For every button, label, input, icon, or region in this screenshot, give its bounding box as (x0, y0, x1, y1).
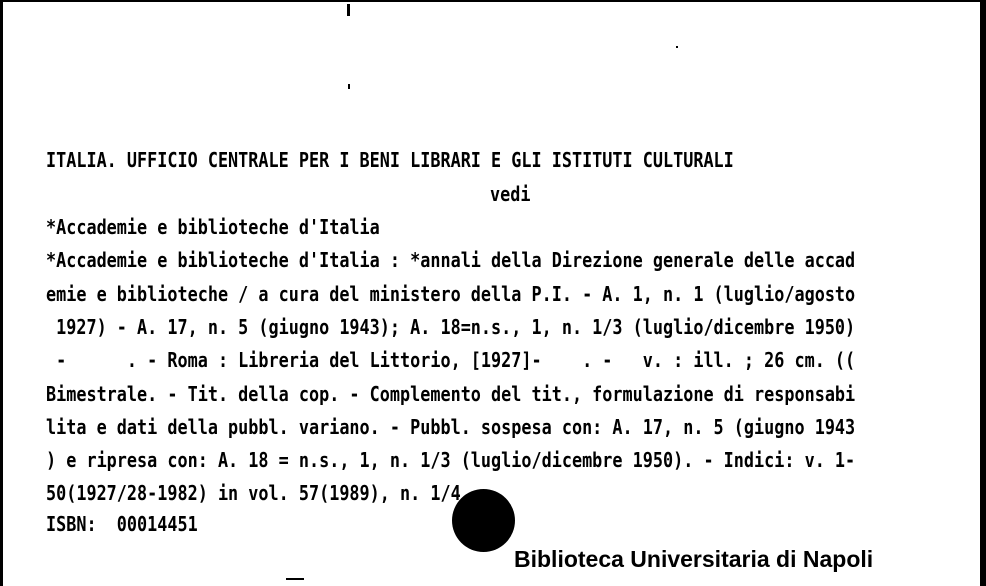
card-left-edge (0, 0, 3, 586)
entry-line: 50(1927/28-1982) in vol. 57(1989), n. 1/4 (46, 481, 461, 505)
entry-line: lita e dati della pubbl. variano. - Pubbl. sospesa con: A. 17, n. 5 (giugno 1943 (46, 415, 856, 439)
card-heading: ITALIA. UFFICIO CENTRALE PER I BENI LIBRARI E GLI ISTITUTI CULTURALI (46, 148, 734, 172)
isbn-line: ISBN: 00014451 (46, 512, 198, 536)
scan-speck (347, 4, 350, 16)
card-right-edge (980, 0, 986, 586)
punch-hole (452, 489, 515, 552)
card-top-edge (0, 0, 986, 2)
scan-speck (348, 84, 350, 89)
see-reference: *Accademie e biblioteche d'Italia (46, 215, 380, 239)
entry-line: 1927) - A. 17, n. 5 (giugno 1943); A. 18=n.s., 1, n. 1/3 (luglio/dicembre 1950) (46, 315, 856, 339)
entry-line: emie e biblioteche / a cura del ministero della P.I. - A. 1, n. 1 (luglio/agosto (46, 282, 856, 306)
entry-line: Bimestrale. - Tit. della cop. - Complemento del tit., formulazione di responsabi (46, 382, 856, 406)
library-stamp: Biblioteca Universitaria di Napoli (514, 546, 874, 572)
scan-speck (676, 46, 678, 48)
entry-line: *Accademie e biblioteche d'Italia : *annali della Direzione generale delle accad (46, 248, 856, 272)
entry-line: ) e ripresa con: A. 18 = n.s., 1, n. 1/3 (luglio/dicembre 1950). - Indici: v. 1- (46, 448, 856, 472)
see-label: vedi (490, 182, 531, 206)
entry-line: - . - Roma : Libreria del Littorio, [1927]- . - v. : ill. ; 26 cm. (( (46, 348, 856, 372)
scan-speck (286, 578, 304, 580)
